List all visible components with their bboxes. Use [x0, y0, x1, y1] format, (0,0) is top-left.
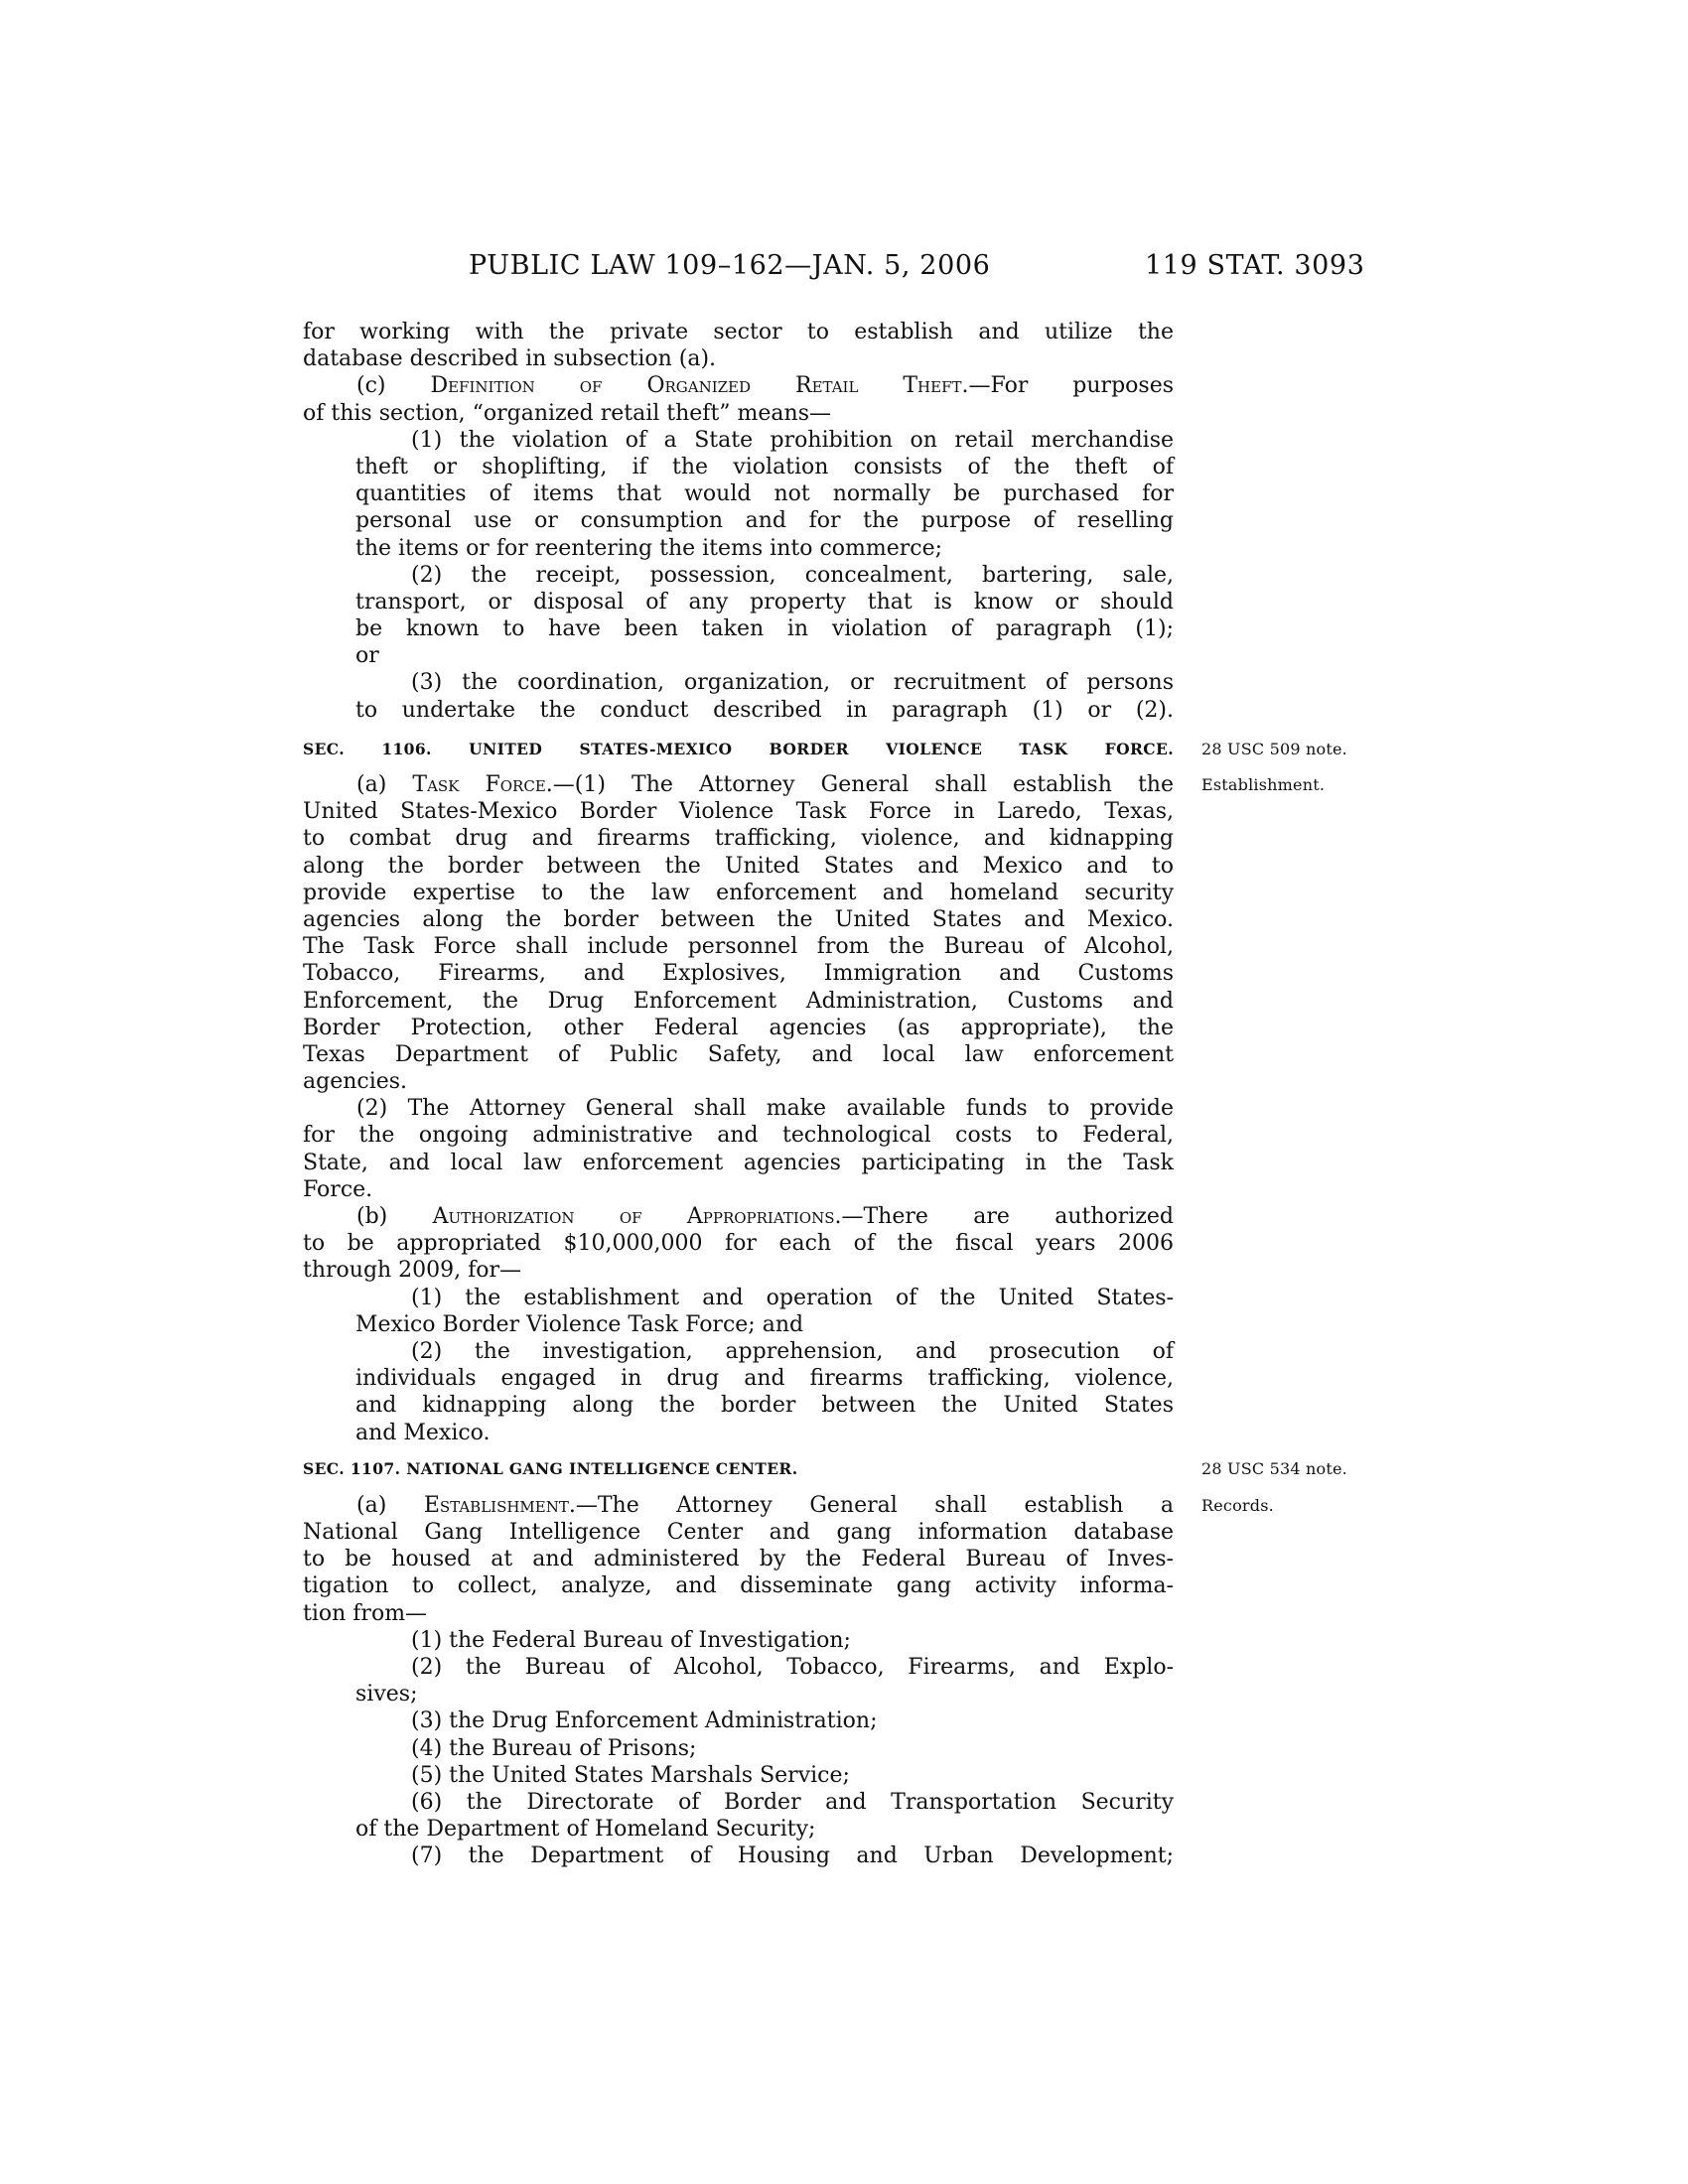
line-text: of this section, “organized retail theft” means—: [303, 400, 831, 426]
line-text: .—There are authorized: [834, 1204, 1174, 1229]
line-text: Mexico Border Violence Task Force; and: [355, 1311, 804, 1337]
text-line: [303, 1654, 1174, 1681]
line-text: individuals engaged in drug and firearms trafficking, violence,: [355, 1366, 1174, 1392]
line-text: (2) the receipt, possession, concealment, bartering, sale,: [411, 562, 1174, 588]
section-heading-text: SEC. 1107. NATIONAL GANG INTELLIGENCE CENTER.: [303, 1458, 798, 1478]
line-text: The Task Force shall include personnel from the Bureau of Alcohol,: [303, 934, 1174, 960]
text-line: [303, 1041, 1174, 1068]
text-line: [303, 1707, 1174, 1734]
text-line: [303, 1681, 1174, 1707]
line-text: transport, or disposal of any property that is know or should: [355, 589, 1174, 614]
text-line: [303, 1150, 1174, 1176]
text-line: [303, 372, 1174, 399]
line-text: tion from—: [303, 1600, 428, 1626]
text-line: [303, 1572, 1174, 1599]
text-line: [303, 1338, 1174, 1365]
line-text: be known to have been taken in violation of paragraph (1);: [355, 616, 1174, 642]
paragraph-heading: Establishment: [423, 1492, 569, 1518]
text-line: [303, 589, 1174, 615]
line-text: (6) the Directorate of Border and Transportation Security: [411, 1789, 1174, 1815]
section-heading-text: SEC. 1106. UNITED STATES-MEXICO BORDER VIOLENCE TASK FORCE.: [303, 739, 1174, 758]
line-text: and Mexico.: [355, 1420, 491, 1445]
line-text: to undertake the conduct described in paragraph (1) or (2).: [355, 697, 1174, 723]
line-text: quantities of items that would not normally be purchased for: [355, 481, 1174, 507]
line-text: .—(1) The Attorney General shall establish the: [545, 772, 1174, 797]
text-line: [303, 1203, 1174, 1230]
paragraph-label: (a): [356, 772, 413, 797]
text-line: [303, 642, 1174, 669]
line-text: Border Protection, other Federal agencies (as appropriate), the: [303, 1015, 1174, 1040]
line-text: of the Department of Homeland Security;: [355, 1817, 816, 1843]
text-line: [303, 880, 1174, 906]
document-body: [303, 319, 1347, 1870]
line-text: personal use or consumption and for the purpose of reselling: [355, 508, 1174, 534]
line-text: for the ongoing administrative and technological costs to Federal,: [303, 1123, 1174, 1149]
text-line: [303, 454, 1174, 480]
text-line: [303, 507, 1174, 534]
text-line: [303, 798, 1174, 825]
line-text: (1) the violation of a State prohibition on retail merchandise: [411, 427, 1174, 453]
text-line: [303, 1843, 1174, 1869]
line-text: agencies along the border between the United States and Mexico.: [303, 906, 1174, 932]
text-line: [303, 615, 1174, 642]
line-text: for working with the private sector to establish and utilize the: [303, 320, 1174, 344]
text-line: [303, 825, 1174, 852]
line-text: (3) the Drug Enforcement Administration;: [411, 1708, 878, 1734]
running-header-title: PUBLIC LAW 109–162—JAN. 5, 2006: [469, 250, 991, 281]
line-text: State, and local law enforcement agencies participating in the Task: [303, 1150, 1174, 1175]
line-text: database described in subsection (a).: [303, 346, 717, 372]
text-line: [303, 853, 1174, 880]
line-text: (7) the Department of Housing and Urban Development;: [411, 1843, 1174, 1869]
line-text: National Gang Intelligence Center and gang information database: [303, 1520, 1174, 1546]
line-text: to be appropriated $10,000,000 for each of the fiscal years 2006: [303, 1231, 1174, 1257]
text-line: [303, 1176, 1174, 1203]
text-line: [303, 960, 1174, 987]
line-text: Force.: [303, 1176, 373, 1202]
text-line: [303, 1095, 1174, 1122]
line-text: (1) the Federal Bureau of Investigation;: [411, 1627, 851, 1653]
text-line: [303, 1122, 1174, 1149]
section-heading: [303, 736, 1347, 762]
line-text: (1) the establishment and operation of the United States-: [411, 1285, 1174, 1310]
text-line: [303, 427, 1174, 454]
line-text: tigation to collect, analyze, and disseminate gang activity informa-: [303, 1573, 1174, 1599]
text-line: [303, 400, 1174, 427]
text-line: [303, 988, 1174, 1015]
text-line: [303, 345, 1174, 372]
section-heading: [303, 1455, 1347, 1482]
text-line: [303, 1392, 1174, 1419]
text-line: [303, 1365, 1174, 1392]
line-text: to be housed at and administered by the Federal Bureau of Inves-: [303, 1547, 1174, 1572]
text-line: [303, 1068, 1174, 1095]
text-line: [303, 1519, 1174, 1546]
text-line: [303, 933, 1174, 960]
line-text: along the border between the United States and Mexico and to: [303, 853, 1174, 879]
text-line: [303, 1311, 1174, 1338]
margin-note: Establishment.: [1201, 775, 1326, 794]
text-line: [303, 1789, 1174, 1816]
margin-note: Records.: [1201, 1495, 1274, 1515]
line-text: agencies.: [303, 1069, 408, 1095]
line-text: .—For purposes: [961, 373, 1174, 399]
text-line: [303, 906, 1174, 933]
text-line: [303, 1015, 1174, 1041]
text-line: [303, 1600, 1174, 1627]
line-text: (2) the Bureau of Alcohol, Tobacco, Firearms, and Explo-: [411, 1655, 1174, 1680]
text-line: [303, 771, 1326, 798]
paragraph-heading: Definition of Organized Retail Theft: [430, 373, 962, 399]
text-line: [303, 1257, 1174, 1284]
text-line: [303, 1816, 1174, 1843]
paragraph-heading: Authorization of Appropriations: [432, 1204, 835, 1229]
paragraph-label: (a): [356, 1492, 424, 1518]
text-line: [303, 1420, 1174, 1446]
line-text: (5) the United States Marshals Service;: [411, 1762, 850, 1788]
paragraph-label: (b): [356, 1204, 433, 1229]
margin-note: 28 USC 534 note.: [1201, 1458, 1347, 1478]
line-text: or: [355, 643, 379, 669]
text-line: [303, 1735, 1174, 1762]
line-text: the items or for reentering the items into commerce;: [355, 535, 943, 561]
text-line: [303, 562, 1174, 589]
line-text: Tobacco, Firearms, and Explosives, Immigration and Customs: [303, 961, 1174, 987]
line-text: to combat drug and firearms trafficking, violence, and kidnapping: [303, 826, 1174, 852]
text-line: [303, 535, 1174, 562]
line-text: (3) the coordination, organization, or recruitment of persons: [411, 670, 1174, 696]
margin-note: 28 USC 509 note.: [1201, 739, 1347, 758]
line-text: Texas Department of Public Safety, and local law enforcement: [303, 1041, 1174, 1067]
text-line: [303, 669, 1174, 696]
text-line: [303, 697, 1174, 724]
line-text: United States-Mexico Border Violence Task Force in Laredo, Texas,: [303, 799, 1174, 825]
text-line: [303, 1762, 1174, 1789]
text-line: [303, 1492, 1274, 1519]
line-text: (2) The Attorney General shall make available funds to provide: [356, 1096, 1174, 1122]
paragraph-heading: Task Force: [412, 772, 546, 797]
paragraph-label: (c): [356, 373, 431, 399]
line-text: through 2009, for—: [303, 1258, 522, 1284]
text-line: [303, 319, 1174, 345]
line-text: Enforcement, the Drug Enforcement Administration, Customs and: [303, 988, 1174, 1014]
text-line: [303, 480, 1174, 507]
line-text: provide expertise to the law enforcement and homeland security: [303, 880, 1174, 905]
page-number: 119 STAT. 3093: [1145, 250, 1365, 281]
text-line: [303, 1627, 1174, 1654]
text-line: [303, 1230, 1174, 1257]
line-text: theft or shoplifting, if the violation consists of the theft of: [355, 454, 1174, 479]
line-text: sives;: [355, 1682, 418, 1707]
line-text: (2) the investigation, apprehension, and prosecution of: [411, 1338, 1174, 1364]
text-line: [303, 1285, 1174, 1311]
text-line: [303, 1546, 1174, 1572]
line-text: (4) the Bureau of Prisons;: [411, 1735, 697, 1761]
line-text: and kidnapping along the border between the United States: [355, 1393, 1174, 1419]
line-text: .—The Attorney General shall establish a: [568, 1492, 1174, 1518]
